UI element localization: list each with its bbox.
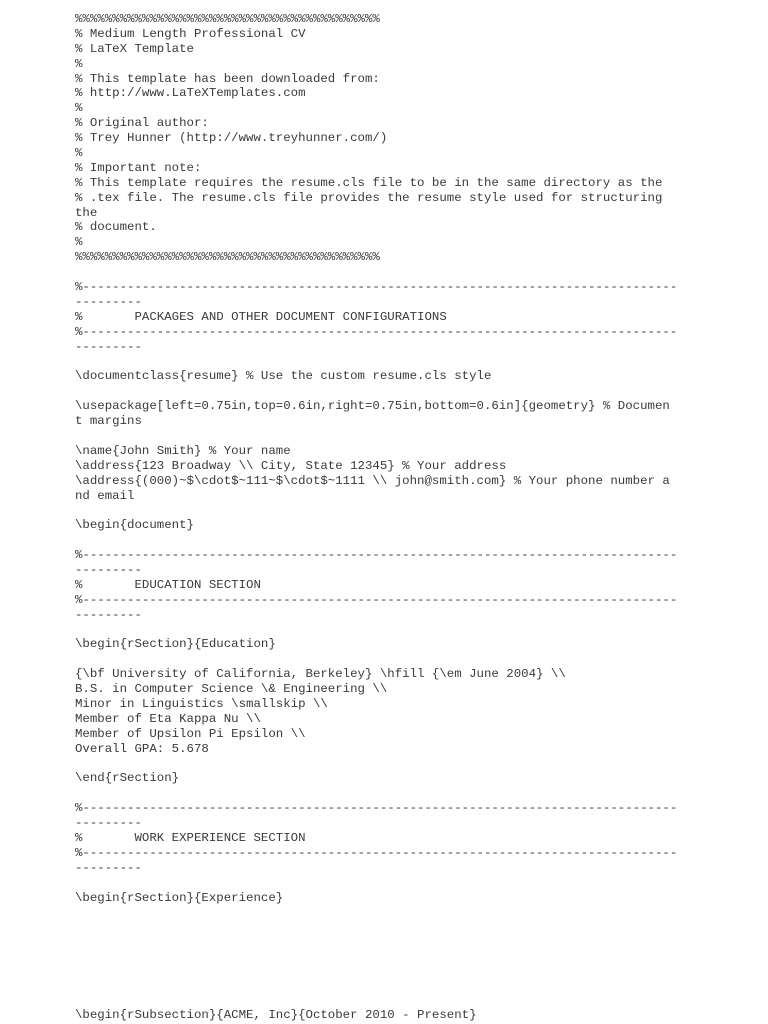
source-line: \begin{document} (75, 518, 194, 533)
blank-line (75, 265, 675, 280)
blank-line (75, 876, 675, 891)
source-line: %%%%%%%%%%%%%%%%%%%%%%%%%%%%%%%%%%%%%%%%% (75, 12, 380, 26)
blank-line (75, 757, 675, 772)
source-line: %-------------------------------------------------------------------------------- (75, 592, 678, 607)
source-line: {\bf University of California, Berkeley} \hfill {\em June 2004} \\ (75, 667, 566, 682)
footer-fragment-line: \begin{rSubsection}{ACME, Inc}{October 2010 - Present} (75, 1008, 477, 1022)
source-line: % .tex file. The resume.cls file provides the resume style used for structuring (75, 190, 663, 205)
source-line: % WORK EXPERIENCE SECTION (75, 830, 306, 845)
source-line: % (75, 101, 83, 116)
blank-line (75, 384, 675, 399)
source-line: % This template requires the resume.cls file to be in the same directory as the (75, 175, 663, 190)
source-line: % PACKAGES AND OTHER DOCUMENT CONFIGURATIONS (75, 309, 447, 324)
source-line: \begin{rSection}{Experience} (75, 890, 284, 905)
source-line: \end{rSection} (75, 771, 180, 786)
source-line: B.S. in Computer Science \& Engineering \\ (75, 682, 388, 697)
source-line: % Important note: (75, 160, 202, 175)
blank-line (75, 354, 675, 369)
source-line: Member of Upsilon Pi Epsilon \\ (75, 726, 306, 741)
source-line: % (75, 56, 83, 71)
blank-line (75, 503, 675, 518)
source-line: \name{John Smith} % Your name (75, 443, 291, 458)
source-line: % EDUCATION SECTION (75, 577, 261, 592)
source-line: %-------------------------------------------------------------------------------- (75, 548, 678, 563)
source-line: \begin{rSection}{Education} (75, 637, 276, 652)
source-line: --------- (75, 562, 142, 577)
source-line: --------- (75, 860, 142, 875)
source-line: % Trey Hunner (http://www.treyhunner.com/) (75, 131, 388, 146)
source-line: \address{123 Broadway \\ City, State 12345} % Your address (75, 458, 507, 473)
source-line: Minor in Linguistics \smallskip \\ (75, 696, 328, 711)
blank-line (75, 623, 675, 638)
source-line: % Medium Length Professional CV (75, 26, 306, 41)
source-line: the (75, 205, 98, 220)
source-line: % LaTeX Template (75, 41, 194, 56)
blank-line (75, 533, 675, 548)
blank-line (75, 652, 675, 667)
source-line: % Original author: (75, 116, 209, 131)
source-line: %-------------------------------------------------------------------------------- (75, 845, 678, 860)
source-line: Member of Eta Kappa Nu \\ (75, 711, 261, 726)
source-line: % http://www.LaTeXTemplates.com (75, 86, 306, 101)
source-line: \usepackage[left=0.75in,top=0.6in,right=0.75in,bottom=0.6in]{geometry} % Documen (75, 399, 670, 414)
source-line: % (75, 146, 83, 161)
source-line: --------- (75, 339, 142, 354)
source-line: % (75, 235, 83, 250)
source-line: nd email (75, 488, 135, 503)
source-line: --------- (75, 816, 142, 831)
next-page-fragment (75, 1008, 477, 1024)
source-line: t margins (75, 414, 142, 429)
source-line: --------- (75, 607, 142, 622)
source-line: --------- (75, 294, 142, 309)
blank-line (75, 429, 675, 444)
source-line: % document. (75, 220, 157, 235)
source-line: \documentclass{resume} % Use the custom resume.cls style (75, 369, 492, 384)
source-line: %-------------------------------------------------------------------------------- (75, 324, 678, 339)
blank-line (75, 786, 675, 801)
source-line: Overall GPA: 5.678 (75, 741, 209, 756)
source-line: %-------------------------------------------------------------------------------- (75, 280, 678, 295)
source-line: %%%%%%%%%%%%%%%%%%%%%%%%%%%%%%%%%%%%%%%%% (75, 250, 380, 265)
source-line: \address{(000)~$\cdot$~111~$\cdot$~1111 \\ john@smith.com} % Your phone number a (75, 473, 670, 488)
source-line: % This template has been downloaded from: (75, 71, 380, 86)
latex-source-document (75, 12, 678, 905)
source-line: %-------------------------------------------------------------------------------- (75, 801, 678, 816)
